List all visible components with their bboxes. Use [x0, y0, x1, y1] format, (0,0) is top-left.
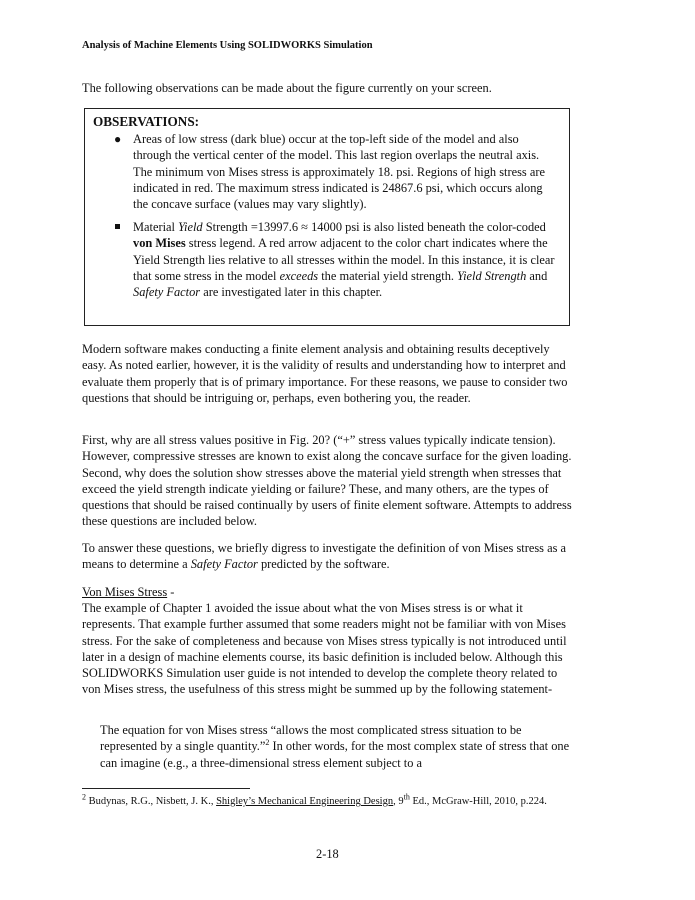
block-quote [100, 722, 570, 771]
observation-item-2 [133, 219, 559, 300]
text-run: Strength =13997.6 ≈ 14000 psi is also listed beneath the color-coded [202, 220, 546, 234]
footnote-number: 2 [82, 792, 86, 802]
emphasis-exceeds: exceeds [279, 268, 319, 283]
text-run: To answer these questions, we briefly digress to investigate the definition of von Mises stress as a means to determine a [82, 541, 566, 572]
bold-von-mises: von Mises [133, 236, 186, 251]
emphasis-safety-factor: Safety Factor [190, 557, 258, 572]
footnote-reference: 2 [265, 738, 270, 748]
text-run: Ed., McGraw-Hill, 2010, p.224. [409, 796, 547, 807]
observations-title: OBSERVATIONS: [93, 114, 200, 129]
observation-item-1 [114, 131, 559, 212]
footnote-divider [82, 788, 250, 789]
text-run: and [526, 268, 548, 283]
paragraph-von-mises-intro: The example of Chapter 1 avoided the issue about what the von Mises stress is or what it represents. That example further assumed that some readers might not be familiar with von Mises stress. For the sake of completeness and because von Mises stress typically is not introduced until later in a design of machine elements course, its basic definition is included below. Although this SOLIDWORKS Simulation user guide is not intended to develop the complete theory related to von Mises stress, the usefulness of this stress might be summed up by the following statement- [82, 601, 567, 697]
emphasis-safety-factor: Safety Factor [133, 285, 201, 300]
paragraph-digress [82, 540, 572, 573]
paragraph-questions: First, why are all stress values positive in Fig. 20? (“+” stress values typically indicate tension). However, compressive stresses are known to exist along the concave surface for the given loading. Second, why does the solution show stresses above the material yield strength when stresses that exceed the yield strength indicate yielding or failure? These, and many others, are the types of questions that should be raised continually by users of finite element software. Attempts to address these questions are included below. [82, 433, 572, 529]
book-title: Shigley’s Mechanical Engineering Design [216, 796, 394, 807]
footnote [82, 792, 567, 809]
section-heading [82, 584, 174, 600]
edition-superscript: th [403, 792, 410, 802]
page-number: 2-18 [316, 847, 339, 861]
running-header: Analysis of Machine Elements Using SOLIDWORKS Simulation [82, 40, 373, 51]
intro-paragraph: The following observations can be made about the figure currently on your screen. [82, 81, 492, 95]
text-run: stress legend. A red arrow adjacent to the color chart indicates where the Yield Strength lies relative to all stresses within the model. In this instance, it is clear that some stress in the model [133, 236, 555, 283]
emphasis-yield: Yield [178, 220, 203, 234]
text-run: are investigated later in this chapter. [200, 285, 383, 300]
observations-box [84, 108, 570, 326]
text-run: The equation for von Mises stress “allows the most complicated stress situation to be represented by a single quantity.” [100, 723, 522, 754]
paragraph-modern-software: Modern software makes conducting a finite element analysis and obtaining results deceptively easy. As noted earlier, however, it is the validity of results and understanding how to interpret and evaluate them properly that is of primary importance. For these reasons, we pause to consider two questions that should be intriguing or, perhaps, even bothering you, the reader. [82, 342, 568, 405]
text-run: Material [133, 220, 179, 234]
emphasis-yield-strength: Yield Strength [457, 268, 527, 283]
text-run: predicted by the software. [257, 557, 390, 572]
section-title-suffix: - [167, 585, 175, 599]
square-bullet-icon [115, 224, 120, 229]
observation-item-1-text: Areas of low stress (dark blue) occur at the top-left side of the model and also through the vertical center of the model. This last region overlaps the neutral axis. The minimum von Mises stress is approximately 18. psi. Regions of high stress are indicated in red. The maximum stress indicated is 24867.6 psi, which occurs along the concave surface (values may vary slightly). [133, 132, 545, 212]
text-run: In other words, for the most complex state of stress that one can imagine (e.g., a three-dimensional stress element subject to a [100, 739, 570, 770]
section-title: Von Mises Stress [82, 585, 168, 599]
round-bullet-icon: ● [114, 132, 122, 146]
text-run: the material yield strength. [318, 268, 458, 283]
text-run: , 9 [393, 796, 404, 807]
text-run: Budynas, R.G., Nisbett, J. K., [86, 796, 217, 807]
